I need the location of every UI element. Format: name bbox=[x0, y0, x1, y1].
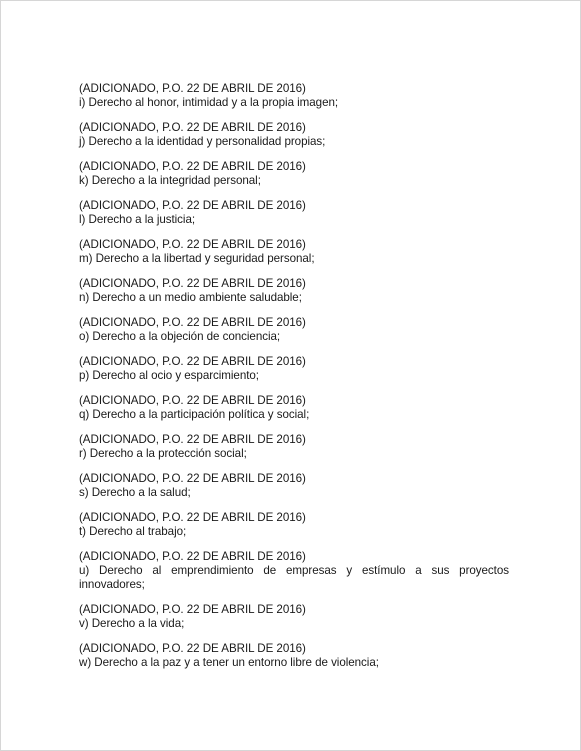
amendment-note: (ADICIONADO, P.O. 22 DE ABRIL DE 2016) bbox=[79, 433, 306, 446]
right-item-s: s) Derecho a la salud; bbox=[79, 486, 191, 499]
amendment-note: (ADICIONADO, P.O. 22 DE ABRIL DE 2016) bbox=[79, 82, 306, 95]
right-item-q: q) Derecho a la participación política y social; bbox=[79, 408, 310, 421]
entry-t bbox=[79, 511, 509, 539]
right-item-o: o) Derecho a la objeción de conciencia; bbox=[79, 330, 281, 343]
right-item-v: v) Derecho a la vida; bbox=[79, 617, 185, 630]
entry-p bbox=[79, 355, 509, 383]
entry-v bbox=[79, 603, 509, 631]
amendment-note: (ADICIONADO, P.O. 22 DE ABRIL DE 2016) bbox=[79, 121, 306, 134]
amendment-note: (ADICIONADO, P.O. 22 DE ABRIL DE 2016) bbox=[79, 472, 306, 485]
amendment-note: (ADICIONADO, P.O. 22 DE ABRIL DE 2016) bbox=[79, 394, 306, 407]
entry-l bbox=[79, 199, 509, 227]
right-item-w: w) Derecho a la paz y a tener un entorno libre de violencia; bbox=[79, 656, 379, 669]
document-body bbox=[79, 82, 509, 681]
right-item-u: u) Derecho al emprendimiento de empresas y estímulo a sus proyectos innovadores; bbox=[79, 564, 509, 591]
amendment-note: (ADICIONADO, P.O. 22 DE ABRIL DE 2016) bbox=[79, 550, 306, 563]
entry-i bbox=[79, 82, 509, 110]
amendment-note: (ADICIONADO, P.O. 22 DE ABRIL DE 2016) bbox=[79, 355, 306, 368]
entry-j bbox=[79, 121, 509, 149]
entry-n bbox=[79, 277, 509, 305]
entry-m bbox=[79, 238, 509, 266]
amendment-note: (ADICIONADO, P.O. 22 DE ABRIL DE 2016) bbox=[79, 642, 306, 655]
right-item-n: n) Derecho a un medio ambiente saludable; bbox=[79, 291, 302, 304]
amendment-note: (ADICIONADO, P.O. 22 DE ABRIL DE 2016) bbox=[79, 277, 306, 290]
entry-r bbox=[79, 433, 509, 461]
amendment-note: (ADICIONADO, P.O. 22 DE ABRIL DE 2016) bbox=[79, 238, 306, 251]
right-item-p: p) Derecho al ocio y esparcimiento; bbox=[79, 369, 259, 382]
entry-q bbox=[79, 394, 509, 422]
entry-k bbox=[79, 160, 509, 188]
right-item-k: k) Derecho a la integridad personal; bbox=[79, 174, 261, 187]
amendment-note: (ADICIONADO, P.O. 22 DE ABRIL DE 2016) bbox=[79, 316, 306, 329]
entry-o bbox=[79, 316, 509, 344]
right-item-r: r) Derecho a la protección social; bbox=[79, 447, 247, 460]
entry-s bbox=[79, 472, 509, 500]
entry-w bbox=[79, 642, 509, 670]
amendment-note: (ADICIONADO, P.O. 22 DE ABRIL DE 2016) bbox=[79, 603, 306, 616]
amendment-note: (ADICIONADO, P.O. 22 DE ABRIL DE 2016) bbox=[79, 199, 306, 212]
amendment-note: (ADICIONADO, P.O. 22 DE ABRIL DE 2016) bbox=[79, 511, 306, 524]
right-item-t: t) Derecho al trabajo; bbox=[79, 525, 187, 538]
right-item-i: i) Derecho al honor, intimidad y a la propia imagen; bbox=[79, 96, 339, 109]
right-item-l: l) Derecho a la justicia; bbox=[79, 213, 196, 226]
amendment-note: (ADICIONADO, P.O. 22 DE ABRIL DE 2016) bbox=[79, 160, 306, 173]
right-item-m: m) Derecho a la libertad y seguridad personal; bbox=[79, 252, 315, 265]
entry-u bbox=[79, 550, 509, 592]
right-item-j: j) Derecho a la identidad y personalidad propias; bbox=[79, 135, 326, 148]
